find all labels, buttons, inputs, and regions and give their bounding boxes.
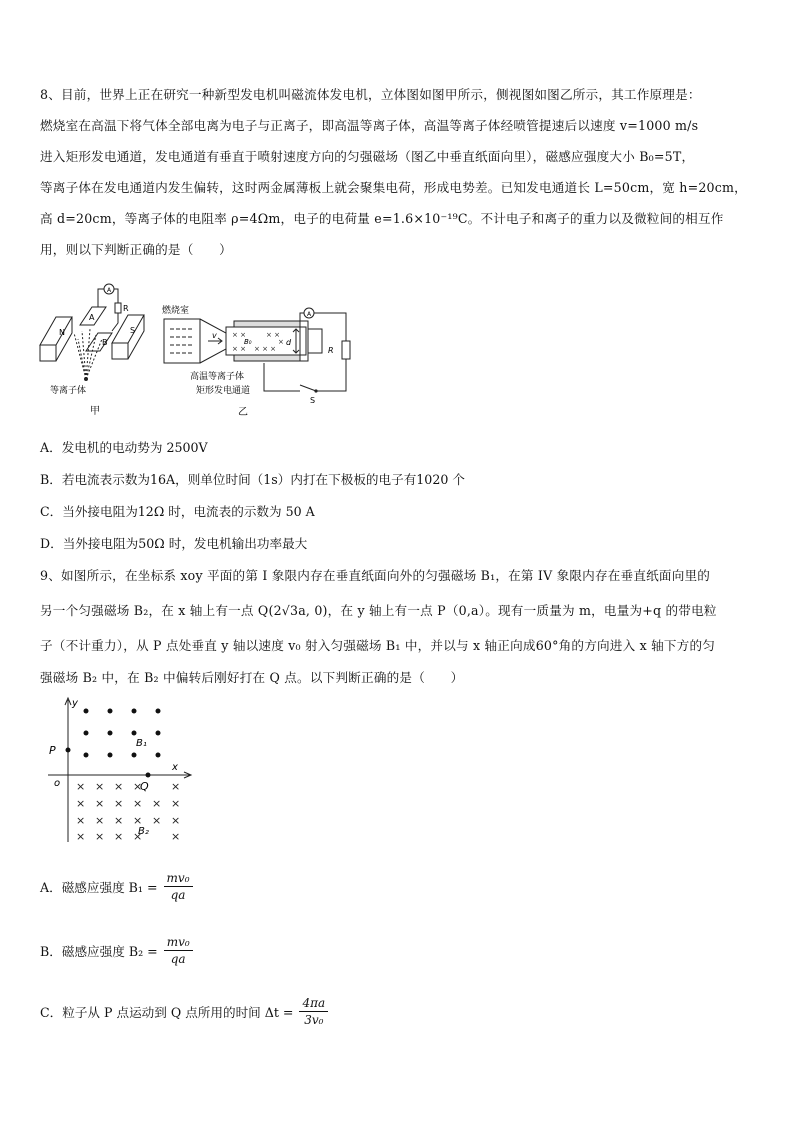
- q9-b1-label: B₁: [136, 738, 147, 749]
- svg-text:× ×: × ×: [232, 331, 246, 339]
- svg-text:×: ×: [171, 830, 181, 843]
- jia-plasma-label: 等离子体: [50, 386, 87, 396]
- svg-text:×: ×: [152, 814, 162, 827]
- q9-line-2: 另一个匀强磁场 B₂，在 x 轴上有一点 Q(2√3a, 0)，在 y 轴上有一点 P（0,a）。现有一质量为 m，电量为+q 的带电粒: [40, 603, 717, 618]
- q9-line-4: 强磁场 B₂ 中，在 B₂ 中偏转后刚好打在 Q 点。以下判断正确的是（ ）: [40, 670, 464, 685]
- q9-option-a-text: A．磁感应强度 B₁ =: [40, 880, 162, 895]
- svg-text:× ×: × ×: [266, 331, 280, 339]
- svg-text:×: ×: [133, 797, 143, 810]
- q9-option-a-denominator: qa: [170, 888, 186, 902]
- svg-text:×: ×: [114, 830, 124, 843]
- svg-text:×: ×: [152, 797, 162, 810]
- yi-r-label: R: [328, 346, 334, 355]
- svg-text:×: ×: [114, 797, 124, 810]
- svg-text:×: ×: [171, 797, 181, 810]
- q9-option-b-fraction: [164, 934, 193, 967]
- jia-a-label: A: [89, 313, 95, 322]
- q8-line-2: 燃烧室在高温下将气体全部电离为电子与正离子，即高温等离子体，高温等离子体经喷管提速后以速度 v=1000 m/s: [40, 118, 699, 133]
- q9-option-c: [40, 995, 328, 1028]
- yi-caption: 乙: [238, 407, 248, 418]
- q9-option-a-numerator: mv₀: [164, 870, 193, 887]
- q8-line-6: 用，则以下判断正确的是（ ）: [40, 242, 232, 257]
- q9-line-3: 子（不计重力），从 P 点处垂直 y 轴以速度 v₀ 射入匀强磁场 B₁ 中，并以与 x 轴正向成60°角的方向进入 x 轴下方的匀: [40, 638, 716, 653]
- svg-text:×: ×: [95, 797, 105, 810]
- yi-v-label: v: [212, 331, 217, 340]
- svg-text:×: ×: [95, 830, 105, 843]
- svg-text:× × ×: × × ×: [254, 345, 277, 353]
- figure-jia: [36, 283, 156, 423]
- svg-text:×: ×: [133, 830, 143, 843]
- yi-d-label: d: [286, 338, 292, 347]
- yi-b0-label: B₀: [244, 338, 252, 346]
- yi-plasma-label: 高温等离子体: [190, 372, 245, 382]
- q8-option-c: C．当外接电阻为12Ω 时，电流表的示数为 50 A: [40, 504, 315, 519]
- yi-channel-label: 矩形发电通道: [196, 386, 251, 396]
- svg-text:×: ×: [278, 338, 284, 346]
- jia-n-label: N: [59, 328, 65, 337]
- q9-option-b-denominator: qa: [170, 952, 186, 966]
- q9-q-label: Q: [140, 780, 149, 793]
- q9-option-c-fraction: [299, 995, 328, 1028]
- yi-ammeter-label: A: [307, 311, 312, 318]
- svg-text:×: ×: [76, 797, 86, 810]
- q8-line-5: 高 d=20cm，等离子体的电阻率 ρ=4Ωm，电子的电荷量 e=1.6×10⁻¹⁹C。不计电子和离子的重力以及微粒间的相互作: [40, 211, 724, 226]
- q8-line-1: 8、目前，世界上正在研究一种新型发电机叫磁流体发电机，立体图如图甲所示，侧视图如图乙所示，其工作原理是：: [40, 87, 701, 102]
- figure-yi: [160, 299, 356, 423]
- jia-caption: 甲: [90, 406, 100, 417]
- q9-option-b-text: B．磁感应强度 B₂ =: [40, 944, 162, 959]
- q8-option-a: A．发电机的电动势为 2500V: [40, 440, 208, 455]
- q9-option-c-numerator: 4πa: [299, 995, 328, 1012]
- svg-text:× ×: × ×: [232, 345, 246, 353]
- q9-line-1: 9、如图所示，在坐标系 xoy 平面的第 I 象限内存在垂直纸面向外的匀强磁场 B₁，在第 IV 象限内存在垂直纸面向里的: [40, 568, 711, 583]
- jia-r-label: R: [123, 304, 129, 313]
- svg-text:×: ×: [171, 814, 181, 827]
- q9-p-label: P: [49, 744, 56, 757]
- svg-text:×: ×: [76, 830, 86, 843]
- q9-y-axis-label: y: [72, 698, 78, 709]
- q9-option-a-fraction: [164, 870, 193, 903]
- svg-text:×: ×: [114, 814, 124, 827]
- svg-text:×: ×: [114, 780, 124, 793]
- yi-s-label: S: [310, 396, 316, 405]
- q9-b2-label: B₂: [138, 826, 149, 837]
- q9-origin-label: o: [54, 778, 61, 789]
- svg-text:×: ×: [133, 780, 143, 793]
- svg-text:×: ×: [76, 814, 86, 827]
- svg-text:×: ×: [95, 814, 105, 827]
- figure-q9: [40, 694, 200, 844]
- svg-text:×: ×: [76, 780, 86, 793]
- q9-option-c-text: C．粒子从 P 点运动到 Q 点所用的时间 Δt =: [40, 1005, 298, 1020]
- svg-text:×: ×: [133, 814, 143, 827]
- q9-option-b-numerator: mv₀: [164, 934, 193, 951]
- q8-line-4: 等离子体在发电通道内发生偏转，这时两金属薄板上就会聚集电荷，形成电势差。已知发电通道长 L=50cm，宽 h=20cm，: [40, 180, 747, 195]
- yi-chamber-label: 燃烧室: [162, 306, 190, 316]
- jia-s-label: S: [130, 326, 136, 335]
- q9-option-a: [40, 870, 193, 903]
- svg-text:×: ×: [95, 780, 105, 793]
- jia-ammeter-label: A: [107, 287, 112, 294]
- svg-text:×: ×: [171, 780, 181, 793]
- q9-x-axis-label: x: [172, 762, 178, 773]
- q9-option-b: [40, 934, 193, 967]
- q8-option-b: B．若电流表示数为16A，则单位时间（1s）内打在下极板的电子有1020 个: [40, 472, 465, 487]
- q8-option-d: D．当外接电阻为50Ω 时，发电机输出功率最大: [40, 536, 308, 551]
- jia-b-label: B: [102, 338, 108, 347]
- q8-line-3: 进入矩形发电通道，发电通道有垂直于喷射速度方向的匀强磁场（图乙中垂直纸面向里），磁感应强度大小 B₀=5T，: [40, 149, 695, 164]
- q9-option-c-denominator: 3v₀: [304, 1013, 324, 1027]
